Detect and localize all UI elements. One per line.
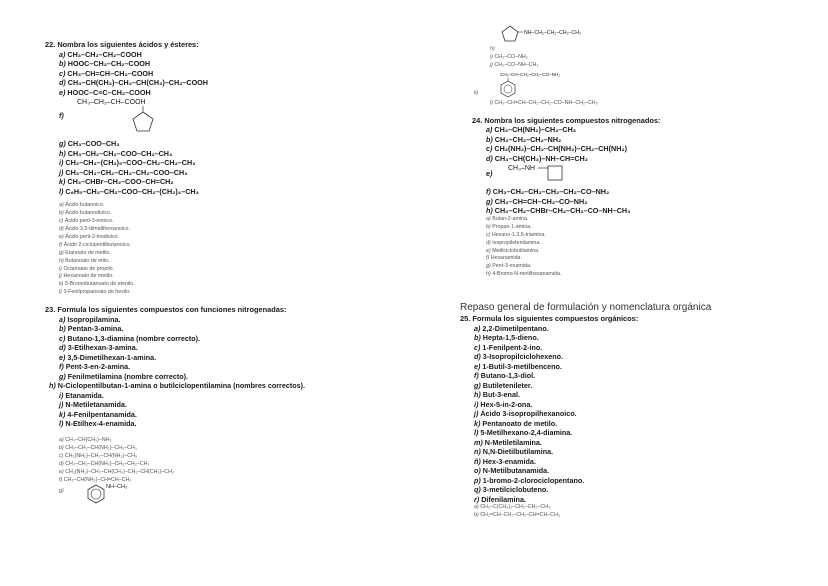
name-item bbox=[460, 390, 800, 400]
item-text: Butano-1,3-diol. bbox=[480, 371, 536, 381]
answer-item bbox=[45, 445, 390, 453]
q22-answers bbox=[45, 202, 390, 297]
item-letter: d) bbox=[59, 460, 64, 467]
item-letter: g) bbox=[59, 139, 66, 149]
formula-item bbox=[472, 144, 800, 154]
item-text: N-Metiletilamina. bbox=[484, 437, 542, 447]
q23-k-label: k) bbox=[474, 89, 479, 96]
item-text: Ácido 3,5-dimetilhexanoico. bbox=[65, 226, 130, 233]
item-text: CH₃–C(CH₃)₂–CH₂–CH₂–CH₃ bbox=[480, 504, 551, 511]
item-text: 3-Etilhexan-3-amina. bbox=[67, 343, 138, 353]
name-item bbox=[45, 372, 390, 382]
item-letter: f) bbox=[59, 362, 64, 372]
item-text: Pentan-3-amina. bbox=[67, 324, 124, 334]
item-letter: e) bbox=[59, 233, 64, 240]
formula-item bbox=[472, 135, 800, 145]
item-letter: j) bbox=[59, 273, 62, 280]
name-item bbox=[45, 400, 390, 410]
answer-item bbox=[472, 263, 800, 271]
phenyl-amide-structure bbox=[490, 70, 690, 102]
q23-l-answer: l) CH₃–CH=CH–CH₂–CH₂–CO–NH–CH₂–CH₃ bbox=[490, 99, 598, 106]
item-text: CH₃–CH₂–(CH₂)₉–COO–CH₂–CH₂–CH₃ bbox=[65, 158, 196, 168]
answer-item bbox=[45, 437, 390, 445]
q24-e-label: e) bbox=[486, 169, 493, 179]
name-item bbox=[460, 495, 800, 505]
item-letter: g) bbox=[486, 196, 493, 206]
item-letter: c) bbox=[486, 231, 491, 238]
name-item bbox=[45, 381, 390, 391]
item-letter: d) bbox=[59, 226, 64, 233]
item-text: Fenilmetilamina (nombre correcto). bbox=[67, 371, 189, 381]
name-item bbox=[45, 353, 390, 363]
item-letter: f) bbox=[486, 255, 490, 262]
item-letter: a) bbox=[486, 125, 493, 135]
item-letter: h) bbox=[486, 206, 493, 216]
answer-item bbox=[45, 250, 390, 258]
item-letter: h) bbox=[486, 271, 491, 278]
item-letter: i) bbox=[59, 390, 64, 400]
item-text: C₆H₅–CH₂–CH₂–COO–CH₂–(CH₂)₄–CH₃ bbox=[65, 186, 199, 196]
item-text: CH₃–CH₂–CH₂–NH₂ bbox=[494, 134, 562, 144]
formula-item bbox=[45, 78, 390, 88]
item-text: Etanamida. bbox=[65, 390, 104, 400]
answer-item bbox=[472, 224, 800, 232]
answer-item bbox=[45, 289, 390, 297]
item-letter: b) bbox=[486, 134, 493, 144]
answer-item bbox=[45, 266, 390, 274]
name-item bbox=[460, 428, 800, 438]
formula-item bbox=[45, 187, 390, 197]
item-text: 4-Fenilpentanamida. bbox=[67, 409, 137, 419]
item-text: Hex-3-enamida. bbox=[482, 456, 536, 466]
q23-g-sub: NH–CH₃ bbox=[106, 484, 128, 491]
q23-h-structure bbox=[460, 30, 800, 56]
item-text: Hex-5-in-2-ona. bbox=[480, 399, 533, 409]
item-text: N-Metilbutanamida. bbox=[482, 466, 550, 476]
answer-item bbox=[45, 281, 390, 289]
item-letter: d) bbox=[486, 239, 491, 246]
name-item bbox=[460, 447, 800, 457]
item-letter: g) bbox=[59, 249, 64, 256]
item-letter: b) bbox=[486, 223, 491, 230]
item-text: CH₃–CH₂–CH₂–COO–CH₂–CH₃ bbox=[67, 148, 173, 158]
answer-item bbox=[45, 273, 390, 281]
item-letter: m) bbox=[474, 437, 483, 447]
item-letter: r) bbox=[474, 494, 480, 504]
item-letter: j) bbox=[490, 61, 493, 68]
item-text: CH₂(NH₂)–CH₂–CH(NH₂)–CH₃ bbox=[64, 452, 138, 459]
item-text: Butiletenileter. bbox=[482, 380, 533, 390]
item-letter: b) bbox=[59, 210, 64, 217]
item-text: CH₃–CO–NH₂ bbox=[494, 53, 528, 60]
item-letter: i) bbox=[59, 265, 62, 272]
item-text: Hexanoato de metilo. bbox=[63, 273, 114, 280]
answer-item bbox=[460, 504, 800, 512]
item-letter: i) bbox=[490, 53, 493, 60]
item-text: Ácido butanodioico. bbox=[65, 210, 112, 217]
item-letter: d) bbox=[59, 343, 66, 353]
item-letter: i) bbox=[59, 158, 64, 168]
q22-items-a bbox=[45, 50, 390, 98]
q23-k-chain: CH₃–CH–CH₂–CH₂–CO–NH₂ bbox=[500, 71, 561, 77]
q23-answers bbox=[45, 437, 390, 484]
item-letter: f) bbox=[474, 371, 479, 381]
item-letter: f) bbox=[59, 241, 63, 248]
item-letter: j) bbox=[59, 167, 64, 177]
q23-g-structure bbox=[45, 484, 390, 506]
item-text: Ácido 3-isopropilhexanoico. bbox=[480, 409, 577, 419]
name-item bbox=[460, 409, 800, 419]
item-letter: b) bbox=[59, 59, 66, 69]
q23-answers-b bbox=[476, 54, 800, 70]
item-text: CH₃–CH₂–CH₂–CH₂–CH₂–CO–NH₂ bbox=[492, 187, 610, 197]
item-letter: l) bbox=[59, 419, 64, 429]
item-text: CH₃–CH₂–CH(NH₂)–CH₂–CH₃ bbox=[65, 444, 137, 451]
item-text: Butanoato de etilo. bbox=[65, 257, 110, 264]
item-letter: b) bbox=[59, 444, 64, 451]
item-text: Propan-1-amina. bbox=[492, 223, 532, 230]
answer-item bbox=[45, 226, 390, 234]
q23-items bbox=[45, 315, 390, 429]
item-text: Pent-3-en-2-amina. bbox=[65, 362, 131, 372]
name-item bbox=[460, 466, 800, 476]
name-item bbox=[460, 371, 800, 381]
item-text: HOOC–CH₂–CH₂–COOH bbox=[67, 59, 151, 69]
answer-item bbox=[45, 234, 390, 242]
item-letter: g) bbox=[474, 380, 481, 390]
q25-items bbox=[460, 324, 800, 505]
item-text: 3-metilciclobuteno. bbox=[482, 485, 549, 495]
name-item bbox=[45, 334, 390, 344]
name-item bbox=[460, 381, 800, 391]
item-text: Pentanoato de metilo. bbox=[482, 418, 558, 428]
name-item bbox=[460, 419, 800, 429]
cyclopentyl-amine-structure bbox=[498, 22, 698, 42]
q23-k-structure bbox=[474, 70, 800, 100]
item-text: CH₃–CH(CH₃)–CH₂–CH(CH₃)–CH₂–COOH bbox=[67, 78, 208, 88]
item-text: Butan-2-amina. bbox=[492, 215, 529, 222]
name-item bbox=[460, 457, 800, 467]
item-letter: q) bbox=[474, 485, 481, 495]
name-item bbox=[45, 362, 390, 372]
item-text: 3,5-Dimetilhexan-1-amina. bbox=[67, 352, 157, 362]
formula-item bbox=[45, 177, 390, 187]
item-text: But-3-enal. bbox=[482, 390, 520, 400]
formula-item bbox=[45, 149, 390, 159]
item-text: Ácido butanoico. bbox=[65, 202, 105, 209]
item-text: Ácido pent-2-inodioico. bbox=[65, 233, 120, 240]
item-letter: c) bbox=[59, 452, 64, 459]
item-letter: a) bbox=[59, 49, 66, 59]
item-letter: p) bbox=[474, 475, 481, 485]
item-text: CH₃–CH₂–CH₂–CH₂–CH₂–COO–CH₃ bbox=[65, 167, 188, 177]
item-letter: h) bbox=[59, 148, 66, 158]
answer-item bbox=[472, 216, 800, 224]
answer-item bbox=[45, 258, 390, 266]
q24-e-chain: CH₃–NH bbox=[508, 165, 535, 173]
name-item bbox=[45, 391, 390, 401]
benzene-nh-ch3-structure bbox=[85, 482, 155, 506]
item-letter: c) bbox=[486, 144, 493, 154]
item-letter: e) bbox=[59, 352, 66, 362]
item-letter: h) bbox=[474, 390, 481, 400]
name-item bbox=[460, 333, 800, 343]
item-text: CH₃–CH₂–CHBr–CH₂–CH₂–CO–NH–CH₃ bbox=[494, 206, 631, 216]
q23-h-chain: NH–CH₂–CH₂–CH₂–CH₃ bbox=[524, 30, 582, 36]
item-letter: a) bbox=[59, 314, 66, 324]
item-text: Isopropiletenilamina. bbox=[492, 239, 541, 246]
item-text: CH₃–CH(NH₂)–CH₂–CH₃ bbox=[494, 125, 577, 135]
answer-item bbox=[45, 218, 390, 226]
name-item bbox=[460, 362, 800, 372]
formula-item bbox=[472, 125, 800, 135]
q22-f-structure bbox=[45, 97, 390, 139]
item-text: Etanoato de metilo. bbox=[65, 249, 111, 256]
item-text: CH₃–COO–CH₃ bbox=[67, 139, 120, 149]
item-text: N-Metiletanamida. bbox=[65, 400, 127, 410]
item-text: N,N-Dietilbutilamina. bbox=[482, 447, 554, 457]
formula-item bbox=[45, 139, 390, 149]
item-text: N-Etilhex-4-enamida. bbox=[65, 419, 137, 429]
item-text: CH₃–CO–NH–CH₃ bbox=[494, 61, 539, 68]
name-item bbox=[460, 438, 800, 448]
q25-title: 25. Formula los siguientes compuestos orgánicos: bbox=[460, 314, 639, 324]
item-text: Hepta-1,5-dieno. bbox=[482, 333, 539, 343]
item-letter: c) bbox=[59, 333, 66, 343]
item-letter: d) bbox=[474, 352, 481, 362]
item-text: Pent-3-enamida. bbox=[492, 263, 532, 270]
name-item bbox=[460, 343, 800, 353]
item-letter: j) bbox=[59, 400, 64, 410]
item-text: Metilciclobutilamina. bbox=[492, 247, 540, 254]
answer-item bbox=[472, 232, 800, 240]
name-item bbox=[45, 343, 390, 353]
item-letter: e) bbox=[486, 247, 491, 254]
item-letter: b) bbox=[474, 333, 481, 343]
item-letter: j) bbox=[474, 409, 479, 419]
item-text: CH₃–CH₂–CH₂–COOH bbox=[67, 49, 142, 59]
item-text: 1-bromo-2-clorociclopentano. bbox=[482, 475, 585, 485]
formula-item bbox=[45, 59, 390, 69]
item-text: Octanoato de propilo. bbox=[63, 265, 115, 272]
item-letter: l) bbox=[474, 428, 479, 438]
item-text: CH₂=CH–CH₂–CH₂–CH=CH–CH₃ bbox=[480, 512, 561, 519]
item-letter: h) bbox=[59, 257, 64, 264]
item-text: Ácido pent-3-enoico. bbox=[64, 218, 114, 225]
item-letter: d) bbox=[59, 78, 66, 88]
formula-item bbox=[45, 168, 390, 178]
formula-item bbox=[45, 50, 390, 60]
answer-item bbox=[45, 453, 390, 461]
q22-title: 22. Nombra los siguientes ácidos y ésteres: bbox=[45, 40, 199, 49]
item-letter: ñ) bbox=[474, 456, 481, 466]
item-text: CH₃–CH=CH–CH₂–CO–NH₂ bbox=[494, 196, 588, 206]
item-letter: k) bbox=[59, 409, 66, 419]
item-letter: e) bbox=[474, 361, 481, 371]
item-letter: l) bbox=[59, 289, 62, 296]
item-letter: b) bbox=[474, 512, 479, 519]
item-text: CH₃–CH(CH₃)–NH₂ bbox=[65, 436, 112, 443]
name-item bbox=[460, 400, 800, 410]
item-text: CH₃–CH=CH–CH₂–COOH bbox=[67, 68, 154, 78]
item-text: Isopropilamina. bbox=[67, 314, 121, 324]
item-text: Ácido 2-ciclopentilbutanoico. bbox=[63, 241, 131, 248]
item-letter: e) bbox=[59, 468, 64, 475]
name-item bbox=[460, 324, 800, 334]
item-letter: f) bbox=[486, 187, 491, 197]
q23-h-label: h) bbox=[490, 46, 495, 52]
formula-item bbox=[45, 69, 390, 79]
item-letter: n) bbox=[474, 447, 481, 457]
cyclobutyl-amine-structure bbox=[502, 161, 622, 187]
name-item bbox=[45, 324, 390, 334]
item-text: CH₃–CH₂–CH(NH₂)–CH₂–CH₂–CH₃ bbox=[65, 460, 150, 467]
formula-item bbox=[472, 206, 800, 216]
item-text: Difenilamina. bbox=[481, 494, 526, 504]
item-text: 3-Fenilpropanoato de hexilo. bbox=[63, 289, 131, 296]
item-text: 1-Butil-3-metilbenceno. bbox=[482, 361, 562, 371]
answer-item bbox=[45, 469, 390, 477]
item-text: 1-Fenilpent-2-ino. bbox=[482, 342, 543, 352]
item-letter: d) bbox=[486, 153, 493, 163]
answer-item bbox=[460, 512, 800, 520]
item-letter: b) bbox=[59, 324, 66, 334]
q22-items-b bbox=[45, 139, 390, 196]
item-letter: k) bbox=[474, 418, 481, 428]
name-item bbox=[460, 476, 800, 486]
item-letter: a) bbox=[474, 504, 479, 511]
item-text: 2,2-Dimetilpentano. bbox=[482, 323, 549, 333]
item-letter: g) bbox=[486, 263, 491, 270]
item-letter: c) bbox=[59, 68, 66, 78]
review-section-title: Repaso general de formulación y nomenclatura orgánica bbox=[460, 302, 712, 314]
name-item bbox=[460, 485, 800, 495]
q24-e-structure bbox=[472, 163, 800, 187]
item-letter: i) bbox=[474, 399, 479, 409]
item-letter: f) bbox=[59, 476, 63, 483]
item-text: CH₃–CH(CH₃)–NH–CH=CH₂ bbox=[494, 153, 588, 163]
answer-item bbox=[45, 210, 390, 218]
item-text: 3-Isopropilciclohexeno. bbox=[482, 352, 564, 362]
cyclopentyl-structure bbox=[71, 95, 211, 139]
item-text: Hexanamida. bbox=[490, 255, 522, 262]
item-text: Butano-1,3-diamina (nombre correcto). bbox=[67, 333, 200, 343]
formula-item bbox=[45, 158, 390, 168]
answer-item bbox=[476, 62, 800, 70]
item-letter: c) bbox=[474, 342, 481, 352]
answer-item bbox=[472, 240, 800, 248]
item-text: CH₂(NH₂)–CH₂–CH(CH₃)–CH₂–CH(CH₃)–CH₃ bbox=[65, 468, 175, 475]
item-letter: a) bbox=[474, 323, 481, 333]
name-item bbox=[45, 315, 390, 325]
item-letter: e) bbox=[59, 87, 66, 97]
item-letter: l) bbox=[59, 186, 64, 196]
item-text: 3-Bromobutanoato de etenilo. bbox=[64, 281, 135, 288]
q22-f-label: f) bbox=[59, 111, 64, 121]
answer-item bbox=[45, 242, 390, 250]
item-text: 4-Bromo-N-metilhexanamida. bbox=[492, 271, 562, 278]
item-letter: g) bbox=[59, 371, 66, 381]
q24-items-a bbox=[472, 125, 800, 163]
item-text: N-Ciclopentilbutan-1-amina o butilciclopentilamina (nombres correctos). bbox=[57, 381, 305, 391]
item-text: 5-Metilhexano-2,4-diamina. bbox=[480, 428, 573, 438]
q23-g-label: g) bbox=[59, 488, 64, 495]
item-letter: a) bbox=[59, 436, 64, 443]
q22-f-chain: CH₃–CH₂–CH–COOH bbox=[77, 99, 146, 107]
item-letter: o) bbox=[474, 466, 481, 476]
answer-item bbox=[472, 248, 800, 256]
answer-item bbox=[472, 271, 800, 279]
q23-title: 23. Formula los siguientes compuestos con funciones nitrogenadas: bbox=[45, 305, 287, 315]
item-letter: c) bbox=[59, 218, 64, 225]
item-letter: a) bbox=[59, 202, 64, 209]
left-column bbox=[45, 40, 390, 506]
formula-item bbox=[472, 187, 800, 197]
item-text: HOOC–C≡C–CH₂–COOH bbox=[67, 87, 151, 97]
formula-item bbox=[472, 197, 800, 207]
q24-title: 24. Nombra los siguientes compuestos nitrogenados: bbox=[472, 115, 661, 125]
answer-item bbox=[45, 461, 390, 469]
q24-items-b bbox=[472, 187, 800, 216]
name-item bbox=[45, 419, 390, 429]
name-item bbox=[45, 410, 390, 420]
item-letter: h) bbox=[49, 381, 56, 391]
name-item bbox=[460, 352, 800, 362]
item-text: Hexano-1,3,5-triamina. bbox=[491, 231, 546, 238]
q24-answers bbox=[472, 216, 800, 279]
item-text: CH₂(NH₂)–CH₂–CH(NH₂)–CH₂–CH(NH₂) bbox=[494, 144, 627, 154]
item-letter: k) bbox=[59, 177, 66, 187]
item-letter: a) bbox=[486, 215, 491, 222]
q25-answers bbox=[460, 504, 800, 520]
answer-item bbox=[472, 255, 800, 263]
right-column bbox=[460, 30, 800, 520]
item-text: CH₃–CHBr–CH₂–COO–CH=CH₂ bbox=[67, 177, 174, 187]
item-letter: k) bbox=[59, 281, 64, 288]
item-text: CH₃–CH(NH₂)–CH=CH–CH₃ bbox=[63, 476, 132, 483]
